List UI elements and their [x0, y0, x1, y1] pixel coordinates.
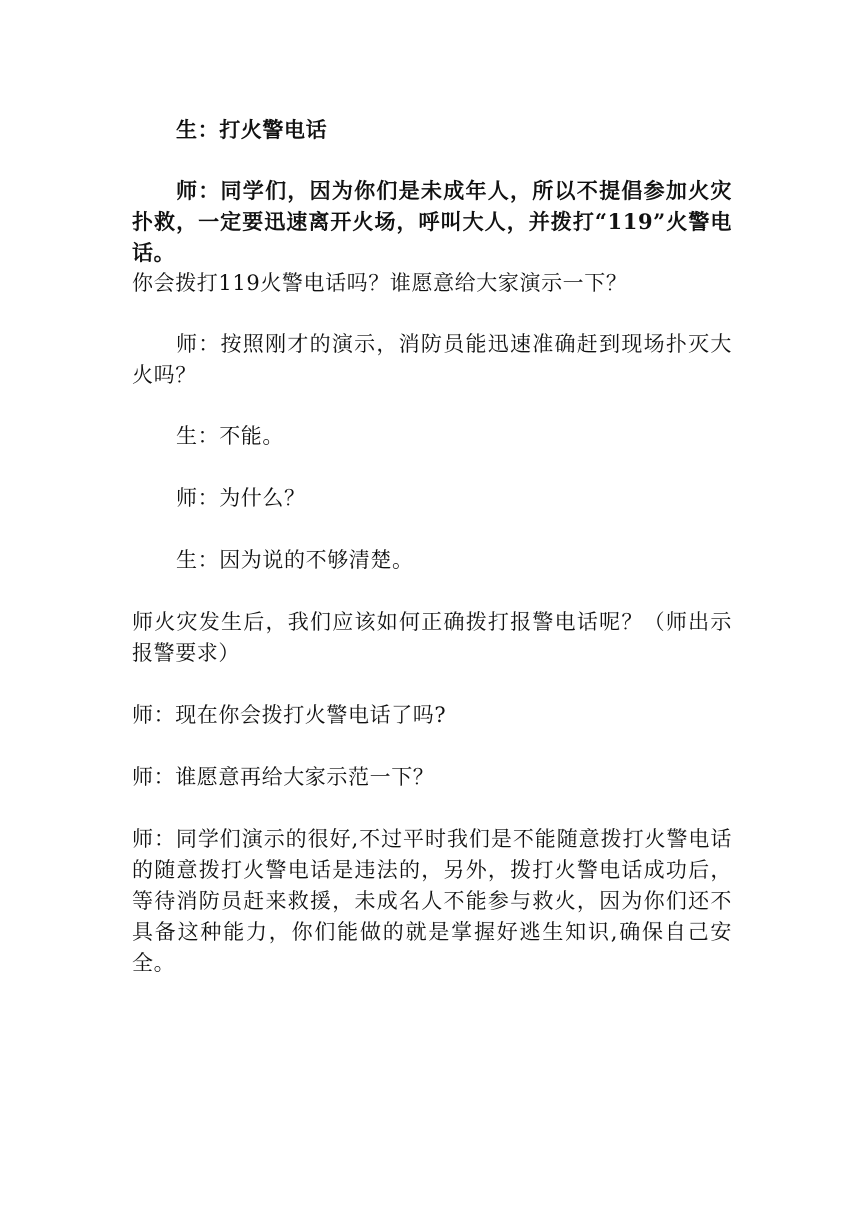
paragraph-teacher-can-you-call: 师：现在你会拨打火警电话了吗?	[132, 703, 447, 727]
document-page	[132, 100, 732, 979]
paragraph-student-unclear: 生：因为说的不够清楚。	[176, 548, 414, 572]
paragraph-demonstrate-question: 你会拨打119火警电话吗？谁愿意给大家演示一下？	[132, 271, 628, 295]
paragraph-student-answer-call: 生：打火警电话	[176, 117, 328, 142]
paragraph-teacher-firefighters: 师：按照刚才的演示，消防员能迅速准确赶到现场扑灭大火吗？	[132, 332, 732, 387]
paragraph-teacher-demo-again: 师：谁愿意再给大家示范一下？	[132, 765, 435, 789]
paragraph-teacher-minors: 师：同学们，因为你们是未成年人，所以不提倡参加火灾扑救，一定要迅速离开火场，呼叫大人，并拨打“119”火警电话。	[132, 178, 732, 265]
paragraph-teacher-how-to-call: 师火灾发生后，我们应该如何正确拨打报警电话呢？（师出示报警要求）	[132, 610, 732, 665]
paragraph-teacher-conclusion: 师：同学们演示的很好,不过平时我们是不能随意拨打火警电话的随意拨打火警电话是违法的，另外，拨打火警电话成功后，等待消防员赶来救援，未成名人不能参与救火，因为你们还不具备这种能力，你们能做的就是掌握好逃生知识,确保自己安全。	[132, 827, 732, 975]
paragraph-student-no: 生：不能。	[176, 424, 284, 448]
paragraph-teacher-why: 师：为什么？	[176, 486, 306, 510]
